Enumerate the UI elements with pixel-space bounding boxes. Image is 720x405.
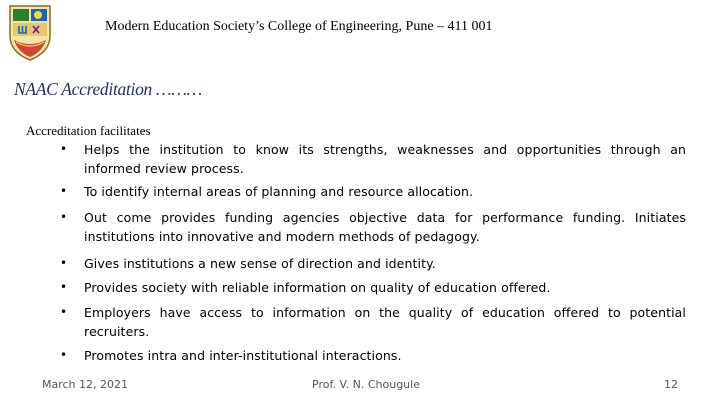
slide-title: NAAC Accreditation ………	[14, 79, 202, 99]
bullet-symbol: •	[60, 184, 68, 198]
bullet-text: Employers have access to information on the quality of education offered to potential recruiters.	[84, 305, 686, 339]
institution-emblem-icon	[4, 2, 56, 62]
bullet-symbol: •	[60, 210, 68, 224]
intro-text: Accreditation facilitates	[26, 123, 151, 138]
footer-author: Prof. V. N. Chougule	[312, 378, 420, 391]
bullet-text: Gives institutions a new sense of direction and identity.	[84, 256, 436, 271]
bullet-symbol: •	[60, 256, 68, 270]
bullet-symbol: •	[60, 142, 68, 156]
bullet-symbol: •	[60, 348, 68, 362]
footer-date: March 12, 2021	[42, 378, 129, 391]
bullet-text: To identify internal areas of planning and resource allocation.	[84, 184, 474, 199]
bullet-text: Helps the institution to know its strengths, weaknesses and opportunities through an informed review process.	[84, 142, 686, 176]
bullet-text: Promotes intra and inter-institutional interactions.	[84, 348, 402, 363]
bullet-symbol: •	[60, 280, 68, 294]
page-number: 12	[664, 378, 678, 391]
institution-name: Modern Education Society’s College of Engineering, Pune – 411 001	[105, 19, 493, 34]
bullet-text: Provides society with reliable information on quality of education offered.	[84, 280, 551, 295]
bullet-text: Out come provides funding agencies objective data for performance funding. Initiates institutions into innovative and modern methods of pedagogy.	[84, 210, 686, 244]
bullet-symbol: •	[60, 305, 68, 319]
